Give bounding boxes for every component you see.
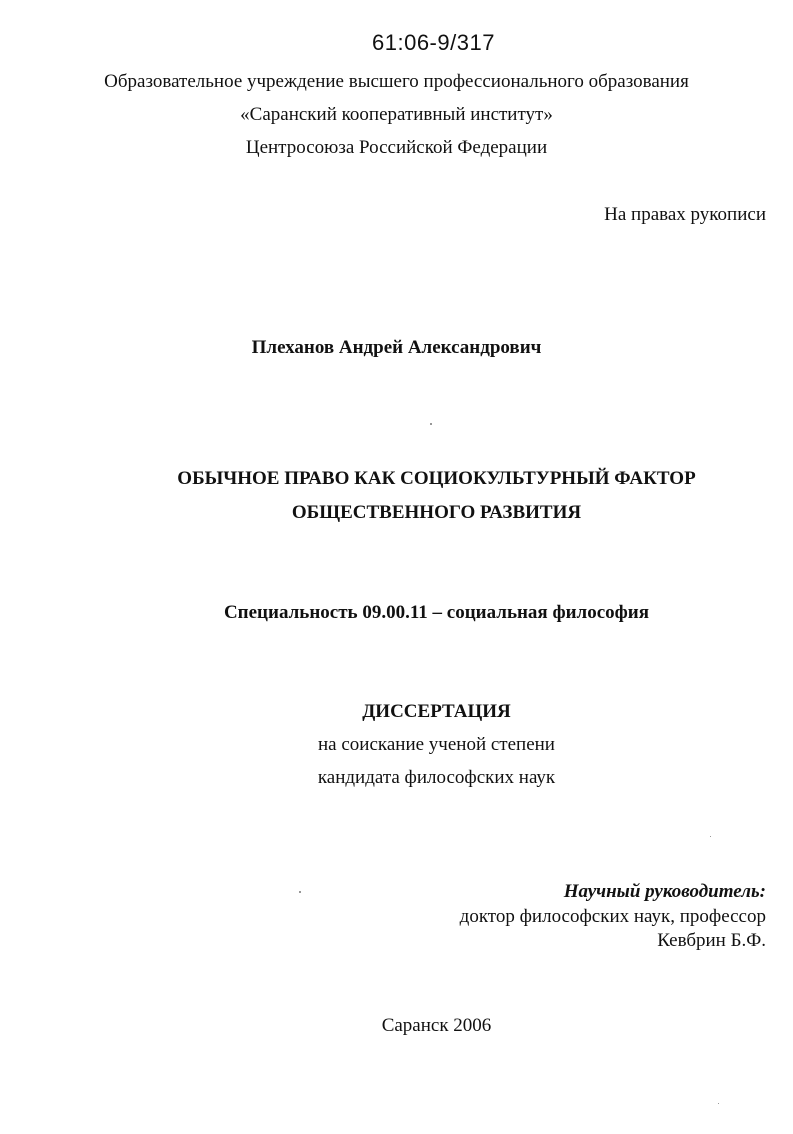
scan-speck [430,423,432,425]
institution-line-1: Образовательное учреждение высшего профессионального образования [104,71,689,92]
manuscript-rights: На правах рукописи [604,204,766,225]
place-year: Саранск 2006 [381,1015,492,1036]
institution-line-3: Центросоюза Российской Федерации [245,137,548,158]
catalog-number: 61:06-9/317 [372,30,495,55]
dissertation-title-line-1: ОБЫЧНОЕ ПРАВО КАК СОЦИОКУЛЬТУРНЫЙ ФАКТОР [177,468,696,489]
work-type-heading: ДИССЕРТАЦИЯ [362,701,511,722]
dissertation-title-line-2: ОБЩЕСТВЕННОГО РАЗВИТИЯ [291,502,582,523]
scan-speck [718,1103,719,1104]
supervisor-name: Кевбрин Б.Ф. [657,930,766,951]
supervisor-degree: доктор философских наук, профессор [459,906,766,927]
work-type-line-2: кандидата философских наук [317,767,556,788]
work-type-line-1: на соискание ученой степени [318,734,555,755]
institution-line-2: «Саранский кооперативный институт» [240,104,553,125]
scan-speck [299,891,301,893]
scan-speck [710,836,711,837]
author-name: Плеханов Андрей Александрович [251,337,542,358]
specialty: Специальность 09.00.11 – социальная философия [223,602,650,623]
supervisor-label: Научный руководитель: [563,881,766,902]
